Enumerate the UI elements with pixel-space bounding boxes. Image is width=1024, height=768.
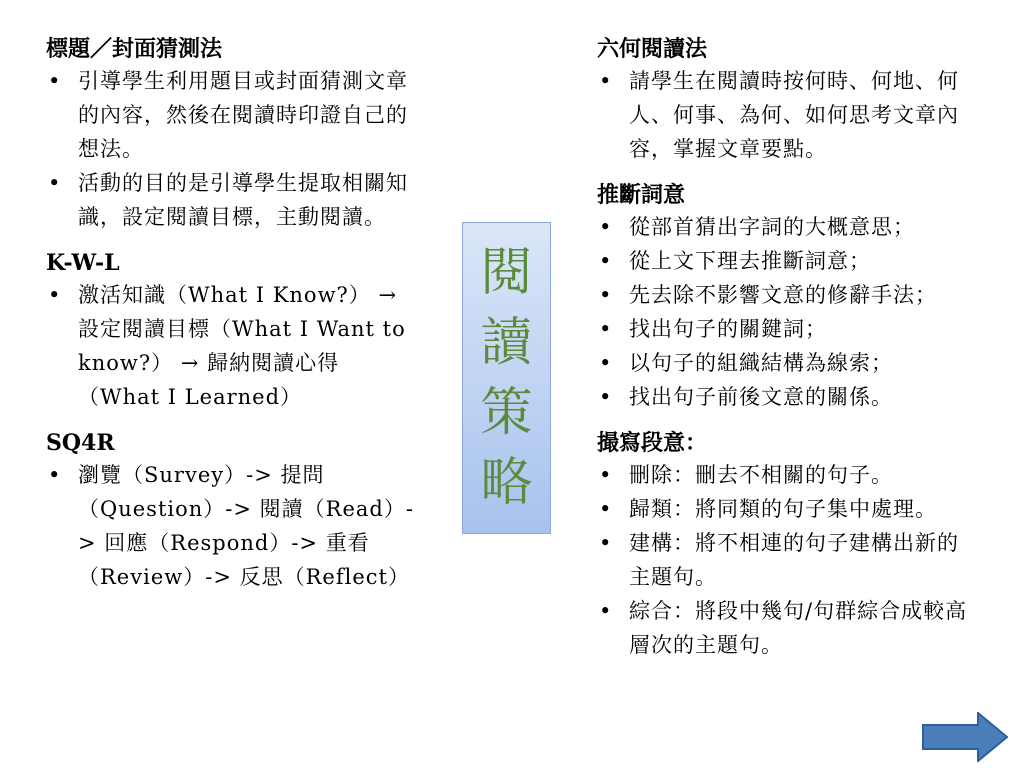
bullet-item: • 找出句子前後文意的關係。: [597, 380, 1024, 414]
bullet-item: • 刪除：刪去不相關的句子。: [597, 458, 974, 492]
section-paragraph-summary: [597, 428, 1022, 662]
bullet-item: • 建構：將不相連的句子建構出新的主題句。: [597, 526, 974, 594]
title-char: 略: [480, 453, 533, 513]
left-column: [46, 34, 431, 608]
bullet-item: • 歸類：將同類的句子集中處理。: [597, 492, 974, 526]
right-column: [597, 34, 1022, 676]
reading-strategy-title-box: [462, 222, 551, 534]
bullet-list: [46, 64, 431, 234]
section-title: 標題／封面猜測法: [46, 36, 223, 62]
section-title: K-W-L: [46, 250, 120, 276]
bullet-item: • 瀏覽（Survey）-> 提問（Question）-> 閱讀（Read）-> 回應（Respond）-> 重看 （Review）-> 反思（Reflect）: [46, 458, 418, 594]
right-arrow-icon[interactable]: [922, 712, 1008, 762]
section-title: 撮寫段意：: [597, 430, 708, 456]
section-title: 推斷詞意: [597, 182, 686, 208]
bullet-list: [46, 278, 431, 414]
bullet-list: [46, 458, 431, 594]
section-infer-word-meaning: [597, 180, 1022, 414]
section-cover-prediction: [46, 34, 431, 234]
bullet-item: • 從部首猜出字詞的大概意思；: [597, 210, 1024, 244]
bullet-item: • 以句子的組織結構為線索；: [597, 346, 1024, 380]
section-title: SQ4R: [46, 430, 115, 456]
section-six-w-method: [597, 34, 1022, 166]
bullet-item: • 激活知識（What I Know?） → 設定閱讀目標（What I Want to know?） → 歸納閱讀心得（What I Learned）: [46, 278, 418, 414]
bullet-item: • 從上文下理去推斷詞意；: [597, 244, 1024, 278]
bullet-list: [597, 210, 1022, 414]
section-sq4r: [46, 428, 431, 594]
section-kwl: [46, 248, 431, 414]
bullet-item: • 請學生在閱讀時按何時、何地、何人、何事、為何、如何思考文章內容，掌握文章要點。: [597, 64, 969, 166]
title-char: 讀: [480, 313, 533, 373]
bullet-item: • 活動的目的是引導學生提取相關知識，設定閱讀目標，主動閱讀。: [46, 166, 418, 234]
arrow-shape[interactable]: [923, 713, 1007, 761]
title-char: 策: [480, 383, 533, 443]
bullet-list: [597, 64, 1022, 166]
bullet-item: • 引導學生利用題目或封面猜測文章的內容，然後在閱讀時印證自己的想法。: [46, 64, 418, 166]
bullet-item: • 先去除不影響文意的修辭手法；: [597, 278, 1024, 312]
bullet-item: • 找出句子的關鍵詞；: [597, 312, 1024, 346]
bullet-list: [597, 458, 1022, 662]
bullet-item: • 綜合：將段中幾句/句群綜合成較高層次的主題句。: [597, 594, 974, 662]
section-title: 六何閱讀法: [597, 36, 708, 62]
title-char: 閱: [480, 243, 533, 303]
